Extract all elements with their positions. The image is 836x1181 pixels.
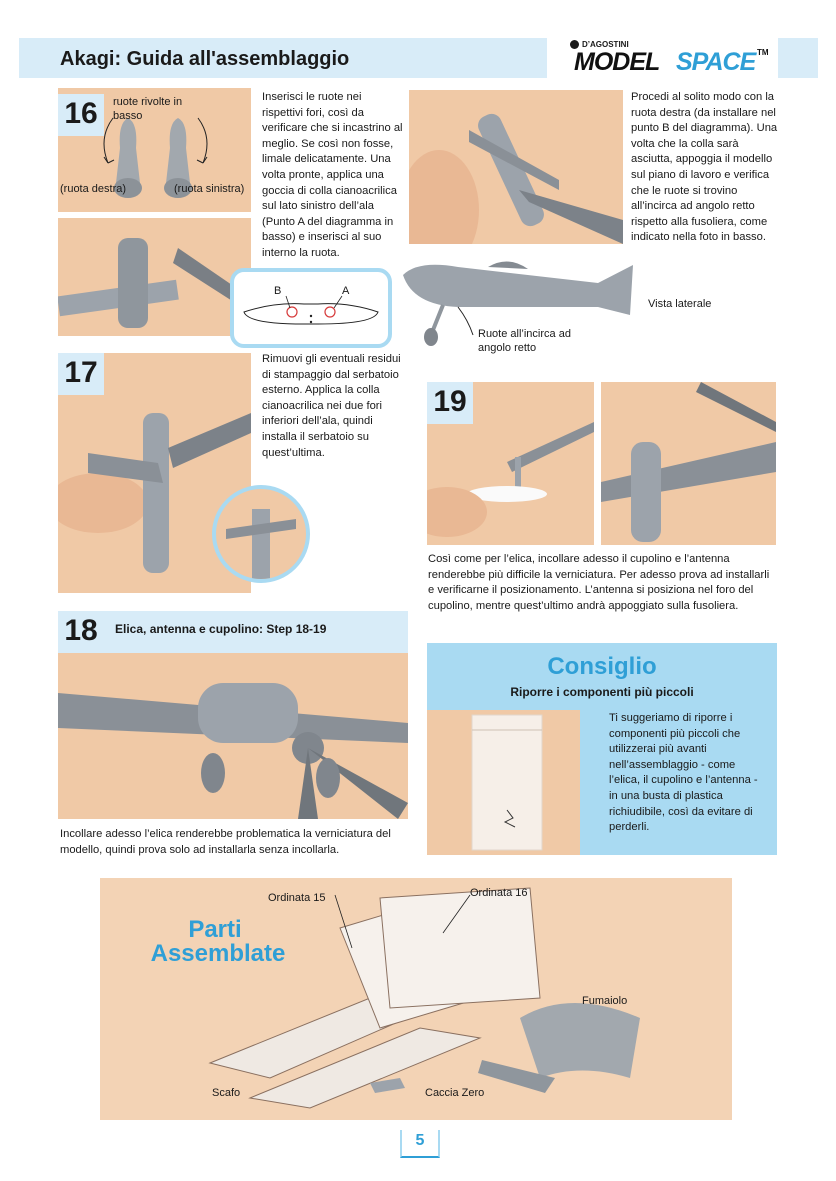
brand-tm: TM: [757, 48, 769, 57]
step16-text-right: Procedi al solito modo con la ruota destra (da installare nel punto B del diagramma). Una volta che la colla sarà asciutta, appoggia il modello sul piano di lavoro e verifica che le ruote si trovino all’incirca ad angolo retto rispetto alla fusoliera, come indicato nella foto in basso.: [631, 91, 778, 244]
assembled-title-line1: Parti: [188, 916, 242, 943]
step16-label-left-wheel: (ruota sinistra): [174, 183, 245, 195]
propeller-illustration: [58, 653, 408, 819]
tip-title: Consiglio: [547, 653, 657, 680]
plane-install-illustration: [58, 218, 251, 336]
step19-number: 19: [427, 382, 473, 424]
page-title: Akagi: Guida all'assemblaggio: [60, 48, 350, 70]
diagram-label-a: A: [342, 285, 350, 297]
tip-subtitle: Riporre i componenti più piccoli: [510, 685, 694, 699]
step16-right-photo: [409, 90, 623, 244]
assembled-photo: [100, 878, 732, 1120]
label-ordinata16: Ordinata 16: [470, 887, 528, 899]
brand-space: SPACE: [676, 48, 756, 76]
tip-bag-photo: [427, 710, 580, 855]
brand-model: MODEL: [574, 48, 660, 76]
header-band-right: [778, 38, 818, 78]
label-fumaiolo: Fumaiolo: [582, 995, 628, 1007]
angle-label: Ruote all’incirca ad angolo retto: [478, 328, 571, 354]
wing-diagram: [230, 268, 392, 348]
step16-number: 16: [58, 94, 104, 136]
step19-text: Così come per l’elica, incollare adesso il cupolino e l’antenna renderebbe più difficile la verniciatura. Per adesso prova ad installarli e verificarne il posizionamento. L’antenna si posiziona nel foro del cupolino, mentre quest’ultimo andrà appoggiato sulla fusoliera.: [428, 553, 770, 612]
step16-text: Inserisci le ruote nei rispettivi fori, così da verificare che si incastrino al meglio. Se così non fosse, limale delicatamente. Una volta pronte, applica una goccia di colla cianoacrilica sul lato sinistro dell’ala (Punto A del diagramma in basso) e inserisci al suo interno la ruota.: [262, 91, 403, 259]
step17-number: 17: [58, 353, 104, 395]
step16-install-photo: [58, 218, 251, 336]
step17-detail-circle: [212, 485, 310, 583]
plastic-bag-illustration: [427, 710, 580, 855]
tip-text: Ti suggeriamo di riporre i componenti più piccoli che utilizzerai più avanti nell’assemblaggio - come l’elica, il cupolino e l’antenna - in una busta di plastica richiudibile, così da evitare di perderli.: [609, 712, 758, 834]
assembled-parts-illustration: [100, 878, 732, 1120]
antenna-illustration: [601, 382, 776, 545]
diagram-label-b: B: [274, 285, 282, 297]
step19-photo-right: [601, 382, 776, 545]
plane-hold-illustration: [409, 90, 623, 244]
step18-text: Incollare adesso l’elica renderebbe problematica la verniciatura del modello, quindi prova solo ad installarla senza incollarla.: [60, 828, 391, 856]
label-scafo: Scafo: [212, 1087, 241, 1099]
brand-small: D’AGOSTINI: [582, 40, 629, 49]
step18-number: 18: [64, 614, 98, 647]
tip-box: [427, 643, 777, 855]
side-view-label: Vista laterale: [648, 298, 712, 310]
label-ordinata15: Ordinata 15: [268, 892, 326, 904]
step18-photo: [58, 653, 408, 819]
wing-outline-illustration: [234, 272, 388, 344]
step18-heading: Elica, antenna e cupolino: Step 18-19: [115, 622, 327, 636]
assembled-title-line2: Assemblate: [150, 940, 286, 967]
page-number-box: [400, 1130, 440, 1158]
step16-caption-top: ruote rivolte in basso: [113, 96, 183, 122]
brand-logo: [568, 38, 776, 78]
page-number: 5: [415, 1132, 425, 1149]
step16-label-right-wheel: (ruota destra): [60, 183, 127, 195]
step17-text: Rimuovi gli eventuali residui di stampaggio dal serbatoio esterno. Applica la colla cianoacrilica nei due fori inferiori dell’ala, quindi installa il serbatoio su quest’ultima.: [262, 353, 401, 459]
label-caccia-zero: Caccia Zero: [425, 1087, 485, 1099]
